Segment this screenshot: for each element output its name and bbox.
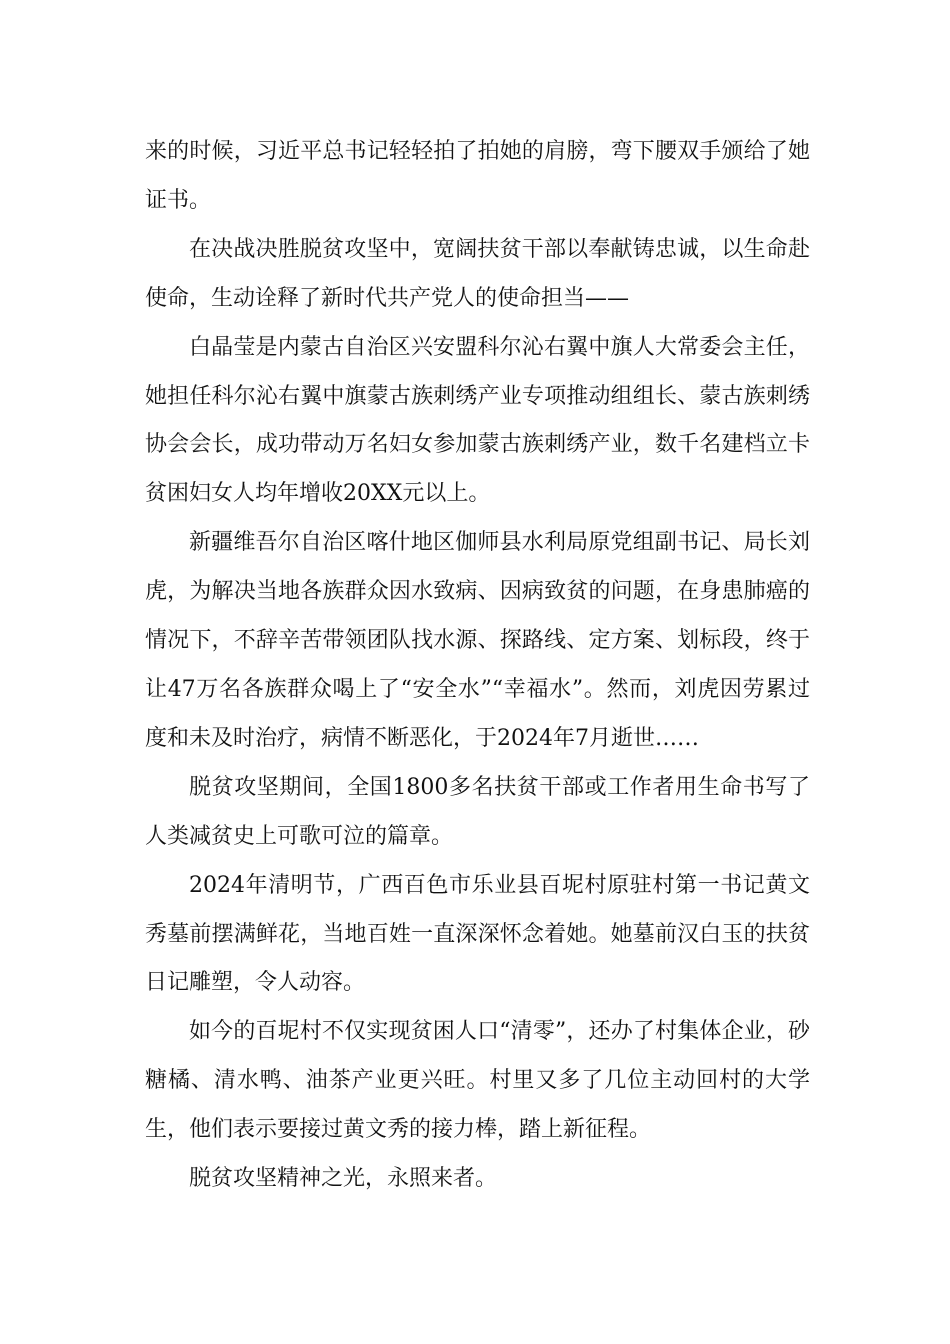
document-body [145,128,810,1204]
paragraph-6: 2024年清明节，广西百色市乐业县百坭村原驻村第一书记黄文秀墓前摆满鲜花，当地百姓一直深深怀念着她。她墓前汉白玉的扶贫日记雕塑，令人动容。 [145,872,810,996]
paragraph-7: 如今的百坭村不仅实现贫困人口“清零”，还办了村集体企业，砂糖橘、清水鸭、油茶产业更兴旺。村里又多了几位主动回村的大学生，他们表示要接过黄文秀的接力棒，踏上新征程。 [145,1019,810,1143]
paragraph-3: 白晶莹是内蒙古自治区兴安盟科尔沁右翼中旗人大常委会主任，她担任科尔沁右翼中旗蒙古族刺绣产业专项推动组组长、蒙古族刺绣协会会长，成功带动万名妇女参加蒙古族刺绣产业，数千名建档立卡贫困妇女人均年增收20XX元以上。 [145,334,810,507]
paragraph-4: 新疆维吾尔自治区喀什地区伽师县水利局原党组副书记、局长刘虎，为解决当地各族群众因水致病、因病致贫的问题，在身患肺癌的情况下，不辞辛苦带领团队找水源、探路线、定方案、划标段，终于让47万名各族群众喝上了“安全水”“幸福水”。然而，刘虎因劳累过度和未及时治疗，病情不断恶化，于2024年7月逝世…… [145,530,810,751]
paragraph-8: 脱贫攻坚精神之光，永照来者。 [189,1166,498,1192]
paragraph-2: 在决战决胜脱贫攻坚中，宽阔扶贫干部以奉献铸忠诚，以生命赴使命，生动诠释了新时代共产党人的使命担当—— [145,236,810,311]
paragraph-1: 来的时候，习近平总书记轻轻拍了拍她的肩膀，弯下腰双手颁给了她证书。 [145,139,810,213]
paragraph-5: 脱贫攻坚期间，全国1800多名扶贫干部或工作者用生命书写了人类减贫史上可歌可泣的篇章。 [145,774,810,849]
